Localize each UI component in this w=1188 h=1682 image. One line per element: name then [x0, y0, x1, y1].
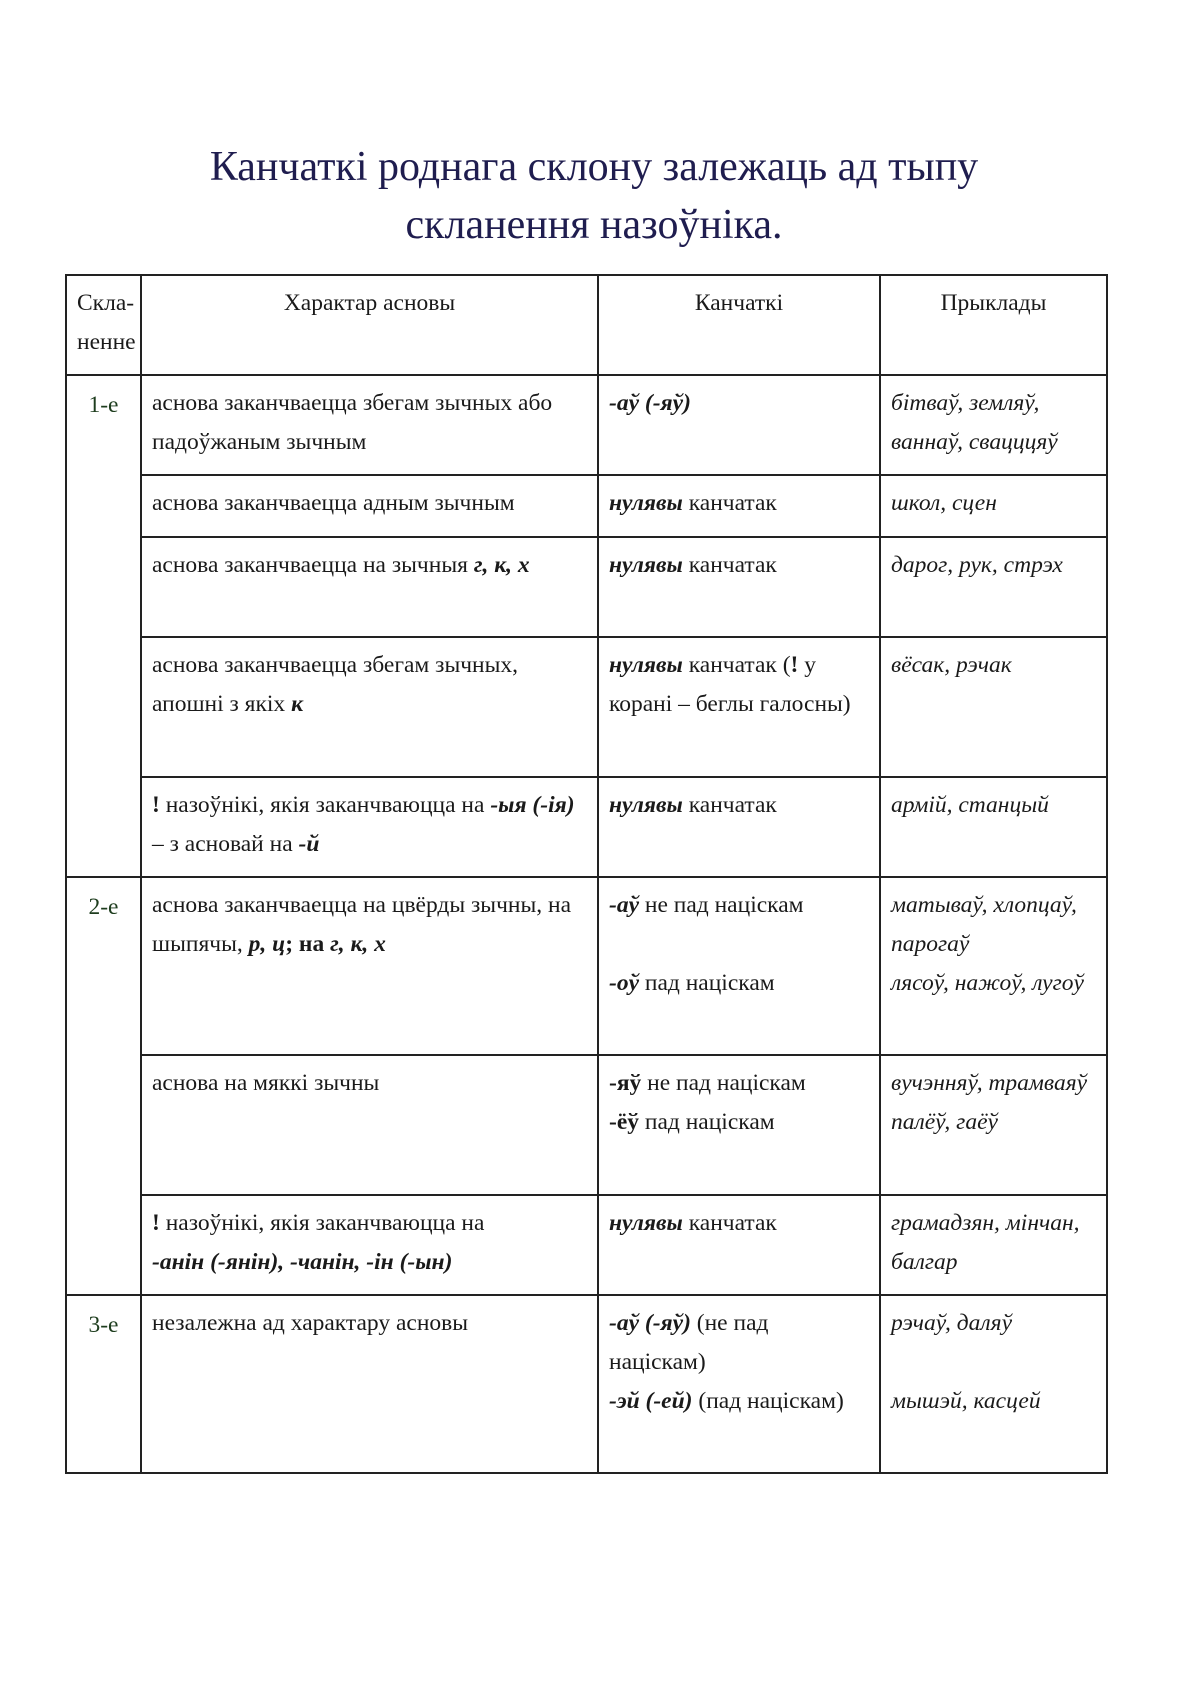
header-endings: Канчаткі: [598, 275, 880, 375]
ending-cell: нулявы канчатак: [598, 475, 880, 537]
page-title: [60, 138, 1128, 254]
ending-cell: -аў (-яў): [598, 375, 880, 475]
genitive-endings-table: [65, 274, 1108, 1474]
examples-cell: армій, станцый: [880, 777, 1107, 877]
table-row: [66, 1195, 1107, 1295]
table-row: [66, 877, 1107, 1055]
table-row: [66, 1055, 1107, 1195]
ending-cell: нулявы канчатак: [598, 777, 880, 877]
examples-cell: грамадзян, мінчан, балгар: [880, 1195, 1107, 1295]
header-declension: Скла- ненне: [66, 275, 141, 375]
examples-cell: вучэнняў, трамваяў палёў, гаёў: [880, 1055, 1107, 1195]
stem-cell: аснова заканчваецца збегам зычных, апошні з якіх к: [141, 637, 598, 777]
table-row: [66, 637, 1107, 777]
table-row: [66, 375, 1107, 475]
table-row: [66, 475, 1107, 537]
title-line-2: скланення назоўніка.: [405, 202, 783, 248]
stem-cell: незалежна ад характару асновы: [141, 1295, 598, 1473]
declension-1-label: 1-е: [66, 375, 141, 877]
ending-cell: нулявы канчатак (! у корані – беглы галосны): [598, 637, 880, 777]
header-examples: Прыклады: [880, 275, 1107, 375]
stem-cell: аснова на мяккі зычны: [141, 1055, 598, 1195]
ending-cell: -яў не пад націскам -ёў пад націскам: [598, 1055, 880, 1195]
title-line-1: Канчаткі роднага склону залежаць ад тыпу: [209, 144, 979, 190]
examples-cell: матываў, хлопцаў, парогаў лясоў, нажоў, лугоў: [880, 877, 1107, 1055]
stem-cell: ! назоўнікі, якія заканчваюцца на -ыя (-ія) – з асновай на -й: [141, 777, 598, 877]
ending-cell: -аў (-яў) (не пад націскам) -эй (-ей) (пад націскам): [598, 1295, 880, 1473]
stem-cell: аснова заканчваецца на цвёрды зычны, на шыпячы, р, ц; на г, к, х: [141, 877, 598, 1055]
ending-cell: нулявы канчатак: [598, 537, 880, 637]
stem-cell: аснова заканчваецца адным зычным: [141, 475, 598, 537]
table-row: [66, 537, 1107, 637]
declension-3-label: 3-е: [66, 1295, 141, 1473]
ending-cell: -аў не пад націскам -оў пад націскам: [598, 877, 880, 1055]
stem-cell: ! назоўнікі, якія заканчваюцца на -анін (-янін), -чанін, -ін (-ын): [141, 1195, 598, 1295]
stem-cell: аснова заканчваецца збегам зычных або падоўжаным зычным: [141, 375, 598, 475]
stem-cell: аснова заканчваецца на зычныя г, к, х: [141, 537, 598, 637]
examples-cell: рэчаў, даляў мышэй, касцей: [880, 1295, 1107, 1473]
declension-2-label: 2-е: [66, 877, 141, 1295]
examples-cell: бітваў, земляў, ваннаў, свацццяў: [880, 375, 1107, 475]
examples-cell: дарог, рук, стрэх: [880, 537, 1107, 637]
table-header-row: [66, 275, 1107, 375]
examples-cell: школ, сцен: [880, 475, 1107, 537]
ending-cell: нулявы канчатак: [598, 1195, 880, 1295]
table-row: [66, 777, 1107, 877]
examples-cell: вёсак, рэчак: [880, 637, 1107, 777]
header-stem: Характар асновы: [141, 275, 598, 375]
table-row: [66, 1295, 1107, 1473]
